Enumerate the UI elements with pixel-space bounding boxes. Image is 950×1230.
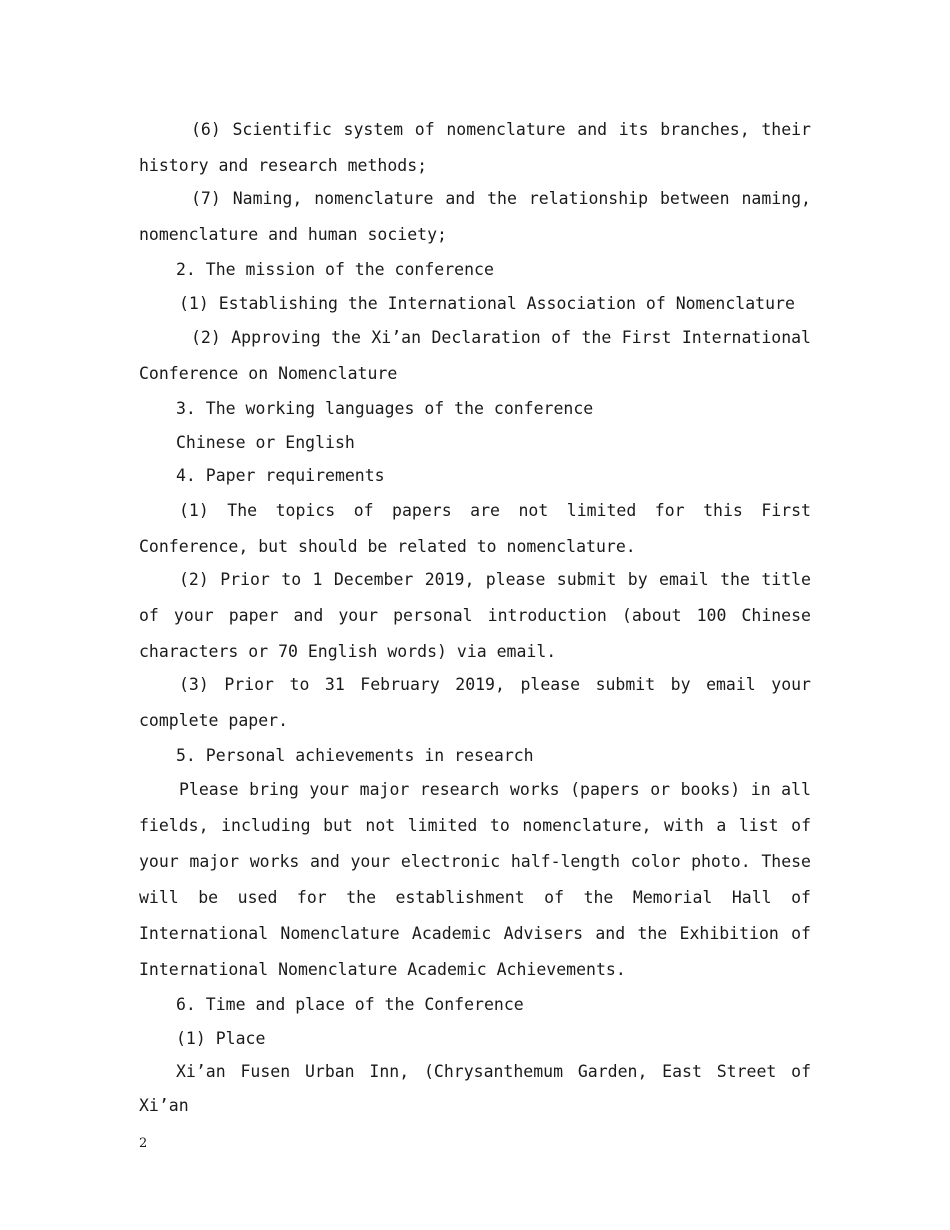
paragraph-place-text: Xi’an Fusen Urban Inn, (Chrysanthemum Garden, East Street of Xi’an	[139, 1062, 811, 1115]
paragraph-item-7: (7) Naming, nomenclature and the relationship between naming, nomenclature and human society;	[139, 189, 811, 244]
paragraph-item-6: (6) Scientific system of nomenclature and its branches, their history and research methods;	[139, 120, 811, 175]
heading-time-place: 6. Time and place of the Conference	[176, 995, 524, 1014]
heading-mission: 2. The mission of the conference	[176, 260, 494, 279]
document-body	[139, 112, 811, 1122]
paragraph-mission-1: (1) Establishing the International Association of Nomenclature	[179, 293, 795, 313]
paragraph-place-heading: (1) Place	[176, 1028, 266, 1048]
heading-paper-requirements: 4. Paper requirements	[176, 466, 385, 485]
page-number: 2	[139, 1136, 148, 1151]
paragraph-paper-2: (2) Prior to 1 December 2019, please submit by email the title of your paper and your personal introduction (about 100 Chinese characters or 70 English words) via email.	[139, 569, 811, 661]
paragraph-achievements: Please bring your major research works (papers or books) in all fields, including but not limited to nomenclature, with a list of your major works and your electronic half-length color photo. These will be used for the establishment of the Memorial Hall of International Nomenclature Academic Advisers and the Exhibition of International Nomenclature Academic Achievements.	[139, 780, 811, 979]
paragraph-paper-1: (1) The topics of papers are not limited for this First Conference, but should be related to nomenclature.	[139, 500, 811, 556]
paragraph-languages: Chinese or English	[176, 432, 355, 452]
heading-languages: 3. The working languages of the conference	[176, 399, 594, 418]
paragraph-mission-2: (2) Approving the Xi’an Declaration of the First International Conference on Nomenclature	[139, 328, 811, 383]
heading-achievements: 5. Personal achievements in research	[176, 745, 534, 765]
paragraph-paper-3: (3) Prior to 31 February 2019, please submit by email your complete paper.	[139, 674, 811, 730]
